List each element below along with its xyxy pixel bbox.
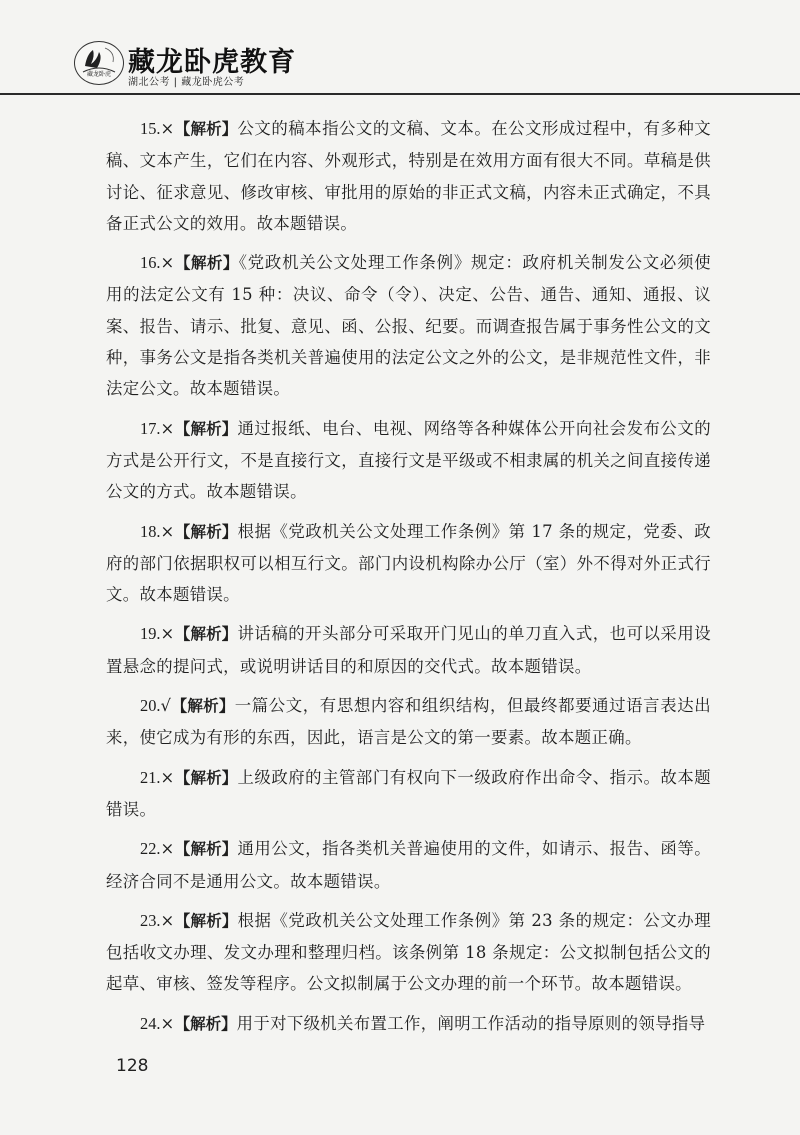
- page-header: [0, 0, 800, 92]
- page-number: 128: [116, 1056, 149, 1076]
- answer-item: 24.×【解析】用于对下级机关布置工作，阐明工作活动的指导原则的领导指导: [140, 1013, 706, 1033]
- answer-item: 21.×【解析】上级政府的主管部门有权向下一级政府作出命令、指示。故本题错误。: [106, 767, 711, 819]
- header-divider: [0, 93, 800, 95]
- brand-logo: [74, 41, 124, 85]
- answer-explanations: [106, 113, 711, 1048]
- answer-item: 23.×【解析】根据《党政机关公文处理工作条例》第 23 条的规定：公文办理包括收文办理、发文办理和整理归档。该条例第 18 条规定：公文拟制包括公文的起草、审核、签发等程序。公文拟制属于公文办理的前一个环节。故本题错误。: [106, 910, 711, 994]
- logo-text: 藏龙卧虎: [86, 71, 111, 78]
- answer-item: 20.√【解析】一篇公文，有思想内容和组织结构，但最终都要通过语言表达出来，使它成为有形的东西，因此，语言是公文的第一要素。故本题正确。: [106, 696, 711, 748]
- brand-subtitle: 湖北公考 | 藏龙卧虎公考: [128, 77, 245, 88]
- answer-item: 22.×【解析】通用公文，指各类机关普遍使用的文件，如请示、报告、函等。经济合同不是通用公文。故本题错误。: [106, 839, 711, 891]
- brand-title: 藏龙卧虎教育: [128, 47, 296, 78]
- answer-item: 16.×【解析】《党政机关公文处理工作条例》规定：政府机关制发公文必须使用的法定公文有 15 种：决议、命令（令）、决定、公告、通告、通知、通报、议案、报告、请示、批复、意见、函、公报、纪要。而调查报告属于事务性公文的文种，事务公文是指各类机关普遍使用的法定公文之外的公文，是非规范性文件，非法定公文。故本题错误。: [106, 253, 711, 399]
- answer-item: 15.×【解析】公文的稿本指公文的文稿、文本。在公文形成过程中，有多种文稿、文本产生，它们在内容、外观形式，特别是在效用方面有很大不同。草稿是供讨论、征求意见、修改审核、审批用的原始的非正式文稿，内容未正式确定，不具备正式公文的效用。故本题错误。: [106, 119, 711, 233]
- answer-item: 18.×【解析】根据《党政机关公文处理工作条例》第 17 条的规定，党委、政府的部门依据职权可以相互行文。部门内设机构除办公厅（室）外不得对外正式行文。故本题错误。: [106, 521, 711, 605]
- answer-item: 19.×【解析】讲话稿的开头部分可采取开门见山的单刀直入式，也可以采用设置悬念的提问式，或说明讲话目的和原因的交代式。故本题错误。: [106, 624, 711, 676]
- answer-item: 17.×【解析】通过报纸、电台、电视、网络等各种媒体公开向社会发布公文的方式是公开行文，不是直接行文，直接行文是平级或不相隶属的机关之间直接传递公文的方式。故本题错误。: [106, 418, 711, 502]
